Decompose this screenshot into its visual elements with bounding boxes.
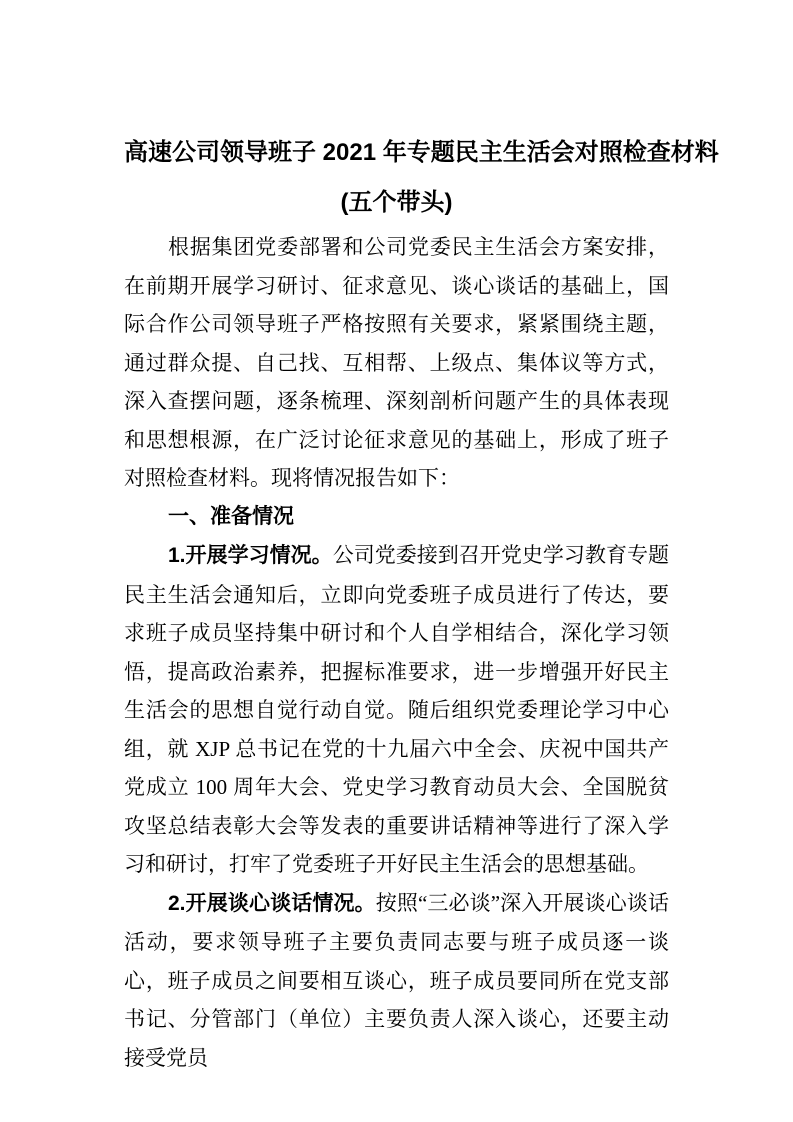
paragraph-heart-to-heart-talks bbox=[124, 884, 669, 1078]
title-line-2: (五个带头) bbox=[340, 189, 453, 216]
title-line-1: 高速公司领导班子 2021 年专题民主生活会对照检查材料 bbox=[124, 139, 719, 166]
section-heading-preparation-text: 一、准备情况 bbox=[168, 504, 294, 528]
paragraph-study-situation bbox=[124, 536, 669, 884]
paragraph-intro bbox=[124, 228, 669, 498]
paragraph-talks-lead: 2.开展谈心谈话情况。 bbox=[168, 891, 376, 915]
paragraph-study-lead: 1.开展学习情况。 bbox=[168, 544, 333, 567]
document-title bbox=[124, 128, 719, 228]
paragraph-intro-text: 根据集团党委部署和公司党委民主生活会方案安排，在前期开展学习研讨、征求意见、谈心谈话的基础上，国际合作公司领导班子严格按照有关要求，紧紧围绕主题，通过群众提、自己找、互相帮、上级点、集体议等方式，深入查摆问题，逐条梳理、深刻剖析问题产生的具体表现和思想根源，在广泛讨论征求意见的基础上，形成了班子对照检查材料。现将情况报告如下： bbox=[124, 235, 669, 490]
document-body bbox=[124, 228, 669, 1077]
paragraph-talks-text: 按照“三必谈”深入开展谈心谈话活动，要求领导班子主要负责同志要与班子成员逐一谈心，班子成员之间要相互谈心，班子成员要同所在党支部书记、分管部门（单位）主要负责人深入谈心，还要主动接受党员 bbox=[124, 890, 670, 1070]
paragraph-study-text: 公司党委接到召开党史学习教育专题民主生活会通知后，立即向党委班子成员进行了传达，要求班子成员坚持集中研讨和个人自学相结合，深化学习领悟，提高政治素养，把握标准要求，进一步增强开好民主生活会的思想自觉行动自觉。随后组织党委理论学习中心组，就 XJP 总书记在党的十九届六中全会、庆祝中国共产党成立 100 周年大会、党史学习教育动员大会、全国脱贫攻坚总结表彰大会等发表的重要讲话精神等进行了深入学习和研讨，打牢了党委班子开好民主生活会的思想基础。 bbox=[124, 543, 670, 876]
section-heading-preparation bbox=[124, 498, 669, 537]
